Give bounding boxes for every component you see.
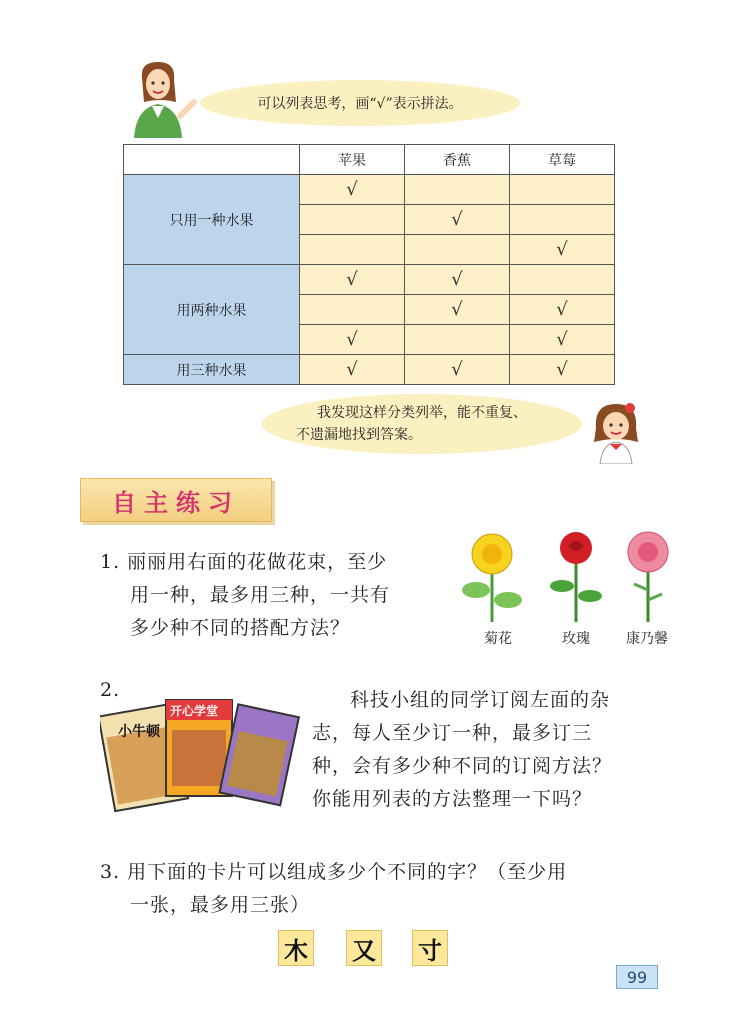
table-cell: [300, 205, 405, 235]
table-cell: √: [300, 265, 405, 295]
magazine-title: 小牛顿: [118, 724, 160, 740]
table-cell: √: [405, 355, 510, 385]
table-header: 苹果: [300, 145, 405, 175]
teacher-speech-bubble: [200, 80, 520, 126]
question-line: 用一种，最多用三种，一共有: [130, 584, 391, 606]
girl-illustration: [586, 398, 648, 464]
table-cell: √: [300, 175, 405, 205]
table-cell: [510, 265, 615, 295]
question-2-number: 2.: [100, 679, 121, 701]
table-cell: √: [510, 295, 615, 325]
girl-speech-line: 不遗漏地找到答案。: [296, 427, 422, 443]
question-2: [312, 684, 612, 816]
question-line: 科技小组的同学订阅左面的杂: [350, 689, 611, 711]
section-title: 自主练习: [112, 488, 240, 517]
table-cell: [300, 295, 405, 325]
fruit-combination-table: [123, 144, 615, 385]
group-label: 用两种水果: [124, 265, 300, 355]
table-header: 草莓: [510, 145, 615, 175]
question-line: 1. 丽丽用右面的花做花束，至少: [100, 551, 388, 573]
table-cell: [300, 235, 405, 265]
teacher-speech-text: 可以列表思考，画“√”表示拼法。: [257, 96, 463, 112]
group-label: 只用一种水果: [124, 175, 300, 265]
question-line: 志，每人至少订一种，最多订三: [312, 722, 593, 744]
table-cell: √: [300, 325, 405, 355]
question-line: 一张，最多用三张）: [130, 894, 311, 916]
magazines-illustration: [100, 696, 300, 814]
table-cell: √: [405, 205, 510, 235]
section-title-banner: [80, 478, 272, 522]
carnation-illustration: [616, 530, 680, 622]
table-cell: [405, 325, 510, 355]
character-card: 又: [346, 930, 382, 966]
table-cell: √: [405, 265, 510, 295]
question-1: [100, 546, 390, 645]
question-line: 你能用列表的方法整理一下吗？: [312, 788, 593, 810]
table-cell: [510, 205, 615, 235]
rose-illustration: [548, 530, 604, 622]
table-cell: [510, 175, 615, 205]
table-cell: √: [510, 355, 615, 385]
flower-label: 菊花: [484, 631, 512, 647]
flower-label: 玫瑰: [562, 631, 590, 647]
character-card: 寸: [412, 930, 448, 966]
group-label: 用三种水果: [124, 355, 300, 385]
question-line: 种，会有多少种不同的订阅方法？: [312, 755, 613, 777]
magazine-title: 开心学堂: [170, 704, 219, 718]
table-header: 香蕉: [405, 145, 510, 175]
table-cell: [405, 235, 510, 265]
table-cell: √: [300, 355, 405, 385]
character-card: 木: [278, 930, 314, 966]
teacher-illustration: [120, 58, 200, 138]
chrysanthemum-illustration: [456, 530, 526, 622]
girl-speech-bubble: [262, 394, 582, 454]
table-cell: √: [510, 235, 615, 265]
table-cell: [405, 175, 510, 205]
table-corner: [124, 145, 300, 175]
girl-speech-line: 我发现这样分类列举，能不重复、: [317, 405, 527, 421]
question-line: 多少种不同的搭配方法？: [130, 617, 351, 639]
question-3: [100, 856, 567, 922]
flower-label: 康乃馨: [626, 631, 668, 647]
page-number: 99: [616, 965, 658, 989]
table-cell: √: [405, 295, 510, 325]
table-cell: √: [510, 325, 615, 355]
question-line: 3. 用下面的卡片可以组成多少个不同的字？（至少用: [100, 861, 568, 883]
